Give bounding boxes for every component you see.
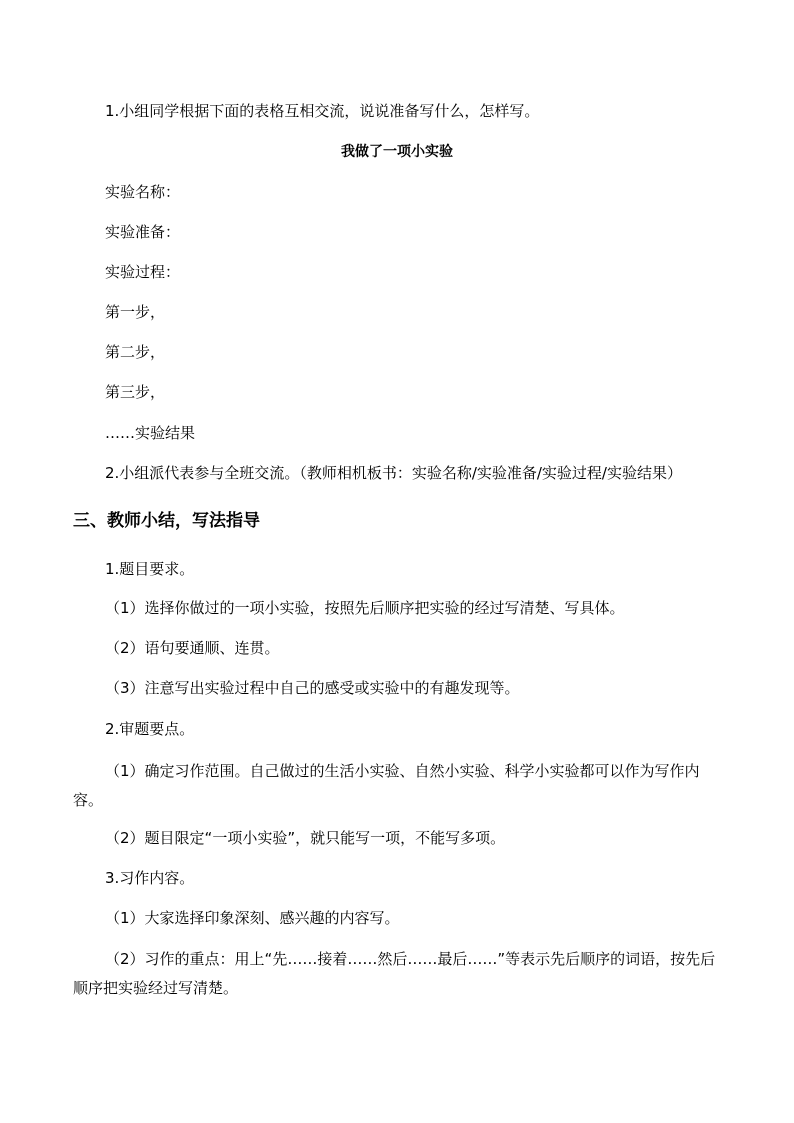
field-experiment-name: 实验名称： — [105, 183, 181, 201]
form-title: 我做了一项小实验 — [341, 144, 453, 160]
item-2-share: 2.小组派代表参与全班交流。（教师相机板书：实验名称/实验准备/实验过程/实验结果） — [105, 464, 682, 482]
field-experiment-process: 实验过程： — [105, 263, 181, 281]
section-3-heading: 三、教师小结，写法指导 — [73, 511, 260, 531]
content-item-1: （1）大家选择印象深刻、感兴趣的内容写。 — [105, 909, 400, 927]
review-item-2: （2）题目限定“一项小实验”，就只能写一项，不能写多项。 — [105, 829, 506, 847]
content-item-2: （2）习作的重点：用上“先……接着……然后……最后……”等表示先后顺序的词语，按先后顺序把实验经过写清楚。 — [73, 950, 716, 997]
content-heading: 3.习作内容。 — [105, 869, 195, 887]
field-step-3: 第三步， — [105, 383, 166, 401]
field-result: ……实验结果 — [105, 424, 196, 442]
topic-req-2: （2）语句要通顺、连贯。 — [105, 639, 280, 657]
field-step-2: 第二步， — [105, 343, 166, 361]
item-1-discuss: 1.小组同学根据下面的表格互相交流，说说准备写什么，怎样写。 — [105, 102, 540, 120]
topic-requirements: 1.题目要求。 — [105, 560, 195, 578]
review-points: 2.审题要点。 — [105, 720, 195, 738]
review-item-1: （1）确定习作范围。自己做过的生活小实验、自然小实验、科学小实验都可以作为写作内容。 — [73, 762, 700, 809]
field-step-1: 第一步， — [105, 303, 166, 321]
field-experiment-prep: 实验准备： — [105, 223, 181, 241]
topic-req-3: （3）注意写出实验过程中自己的感受或实验中的有趣发现等。 — [105, 679, 520, 697]
topic-req-1: （1）选择你做过的一项小实验，按照先后顺序把实验的经过写清楚、写具体。 — [105, 599, 625, 617]
